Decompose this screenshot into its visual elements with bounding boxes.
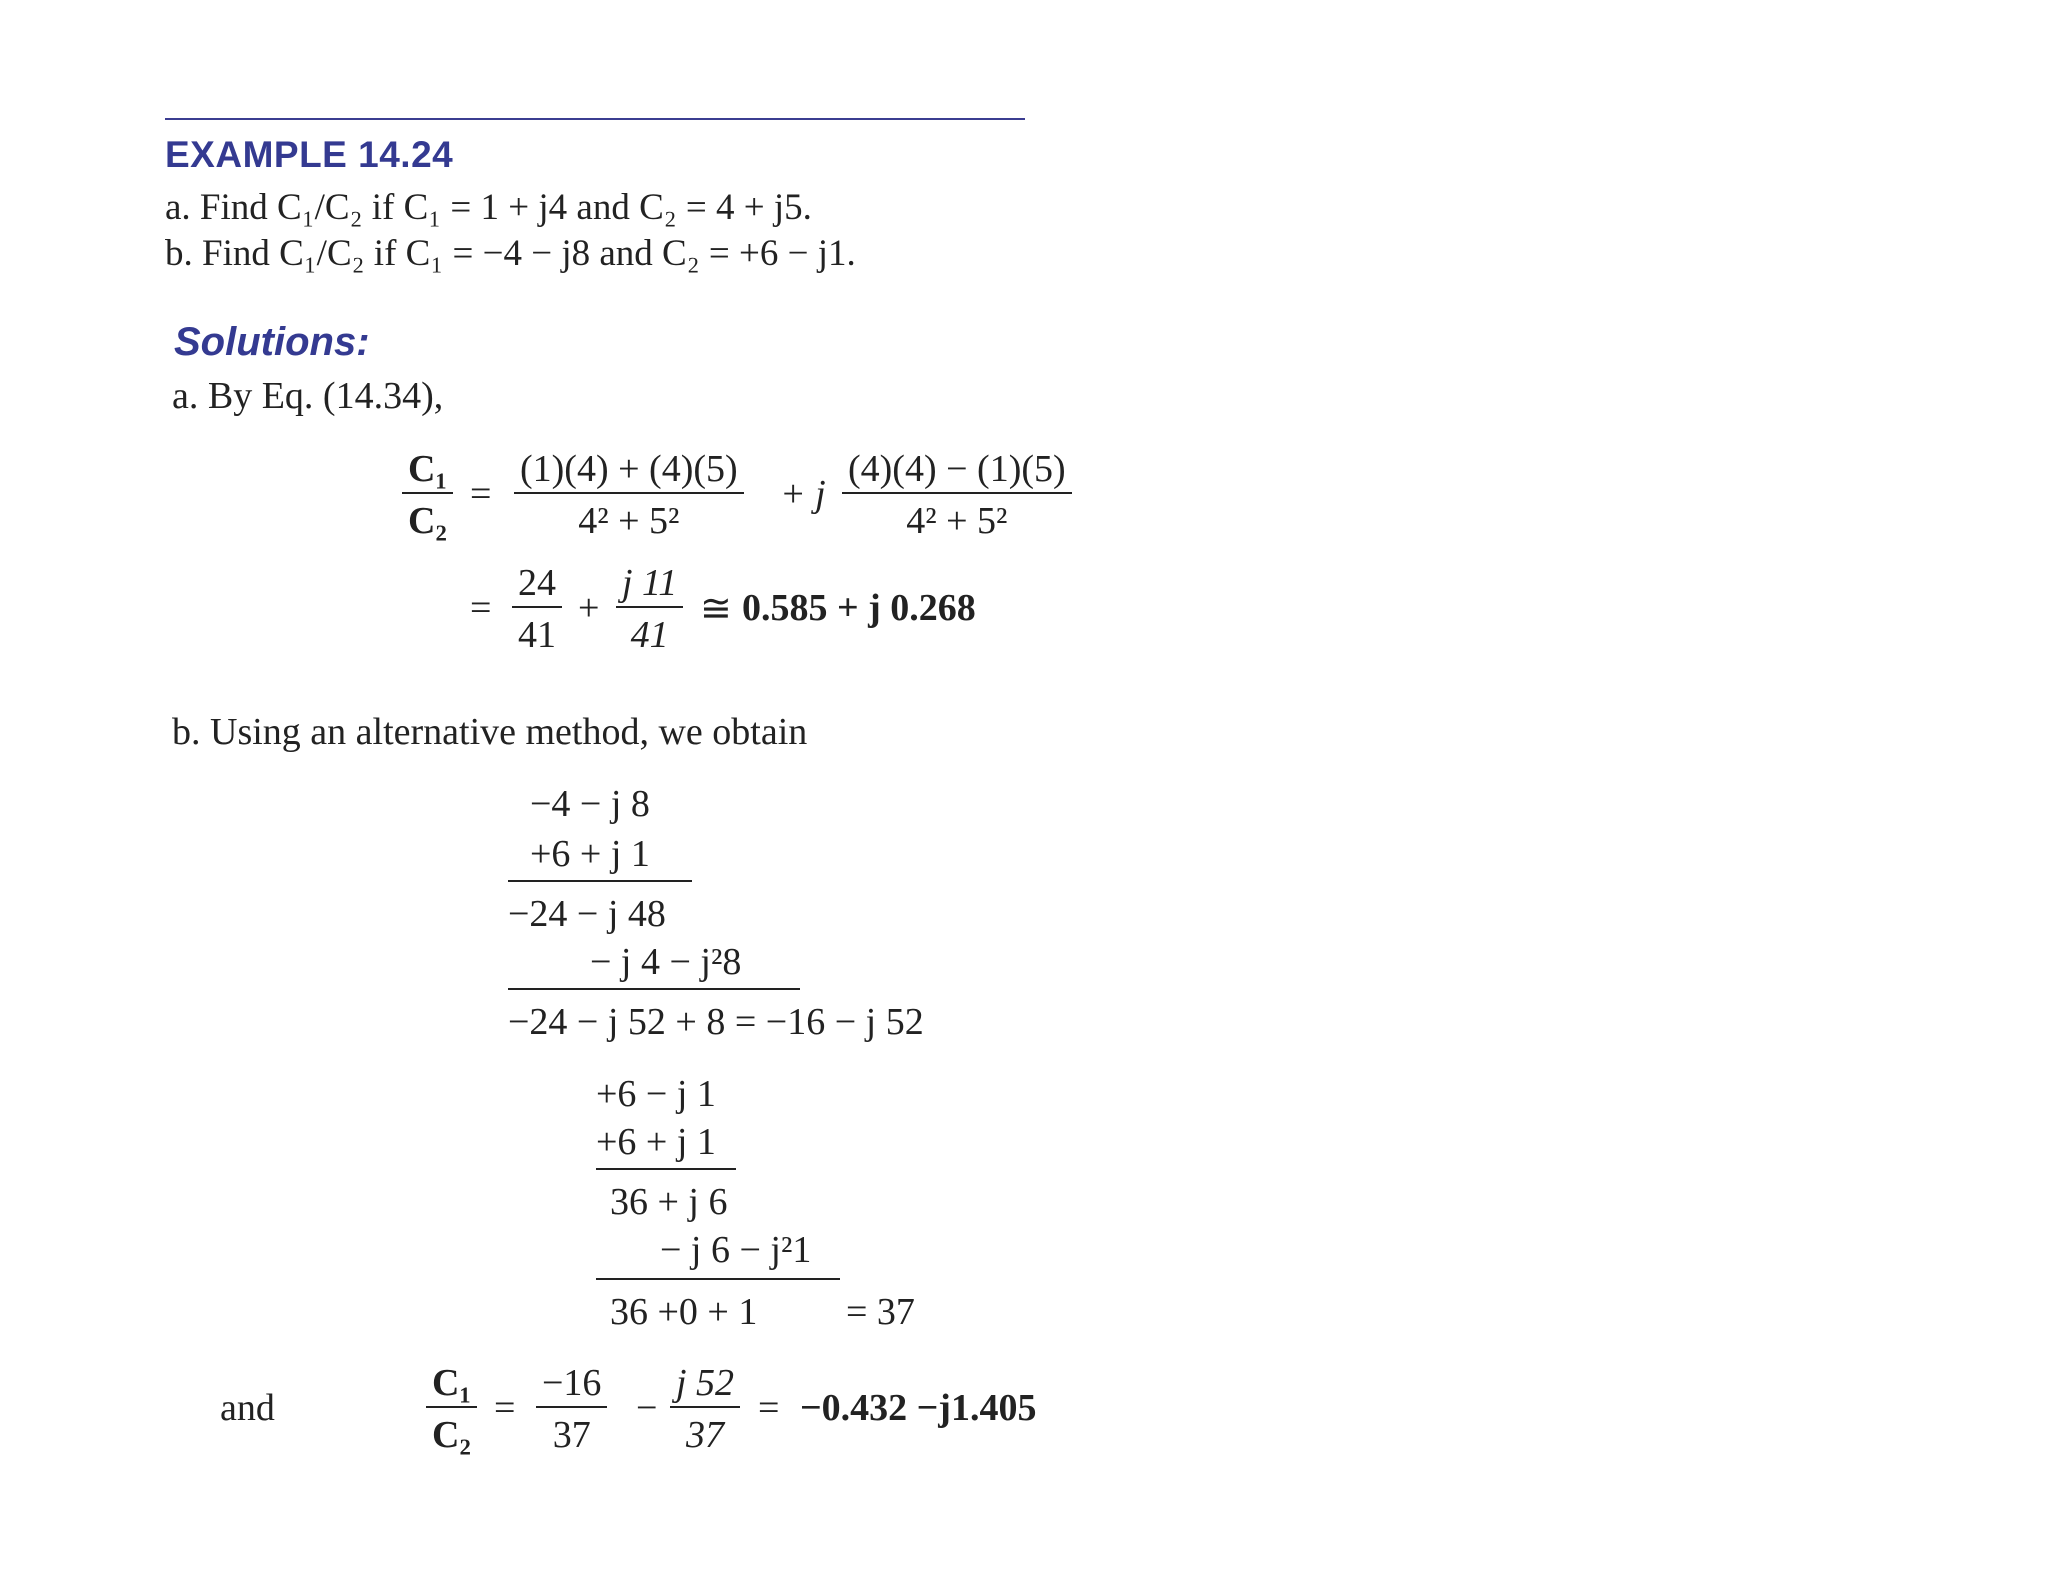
num-mult-rule-2 <box>508 988 800 990</box>
solution-a-result: 0.585 + j 0.268 <box>742 587 976 629</box>
num-mult-line4: − j 4 − j²8 <box>590 941 742 983</box>
real-denominator: 4² + 5² <box>578 500 680 542</box>
den-mult-line5: 36 +0 + 1 <box>610 1291 758 1333</box>
numerator: j 52 <box>676 1362 735 1404</box>
lhs-numerator: C₁ <box>432 1362 471 1404</box>
plus-j-operator: + j <box>780 473 826 515</box>
denominator: 37 <box>552 1414 591 1456</box>
problem-part-b: b. Find C₁/C₂ if C₁ = −4 − j8 and C₂ = +6 − j1. <box>165 233 856 274</box>
approx-sign: ≅ <box>700 588 732 630</box>
lhs-denominator: C₂ <box>432 1414 471 1456</box>
den-mult-line1: +6 − j 1 <box>596 1073 716 1115</box>
solution-b-lhs-fraction <box>426 1360 477 1458</box>
den-mult-rule-2 <box>596 1278 840 1280</box>
real-numerator: (1)(4) + (4)(5) <box>520 448 738 490</box>
imag-numerator: (4)(4) − (1)(5) <box>848 448 1066 490</box>
imag-denominator: 4² + 5² <box>906 500 1008 542</box>
equals-sign: = <box>470 473 492 515</box>
header-rule <box>165 118 1025 120</box>
den-mult-line2: +6 + j 1 <box>596 1121 716 1163</box>
solution-a-intro: a. By Eq. (14.34), <box>172 375 444 417</box>
equals-sign: = <box>758 1387 780 1429</box>
numerator: −16 <box>542 1362 602 1404</box>
solution-b-real-fraction <box>536 1360 607 1458</box>
den-mult-rule-1 <box>596 1168 736 1170</box>
plus-operator: + <box>578 587 600 629</box>
num-mult-line1: −4 − j 8 <box>530 783 650 825</box>
solution-a-fraction-j11-41 <box>616 560 683 658</box>
minus-operator: − <box>636 1387 658 1429</box>
solution-a-lhs-fraction <box>402 446 453 544</box>
num-mult-line3: −24 − j 48 <box>508 893 666 935</box>
den-mult-line3: 36 + j 6 <box>610 1181 728 1223</box>
den-mult-line5-result: = 37 <box>846 1291 915 1333</box>
num-mult-line2: +6 + j 1 <box>530 833 650 875</box>
solution-b-intro: b. Using an alternative method, we obtain <box>172 711 808 753</box>
example-title: EXAMPLE 14.24 <box>165 134 454 175</box>
lhs-denominator: C₂ <box>408 500 447 542</box>
and-label: and <box>220 1387 275 1429</box>
problem-part-a: a. Find C₁/C₂ if C₁ = 1 + j4 and C₂ = 4 + j5. <box>165 187 812 228</box>
solution-a-fraction-24-41 <box>512 560 562 658</box>
solution-b-imag-fraction <box>670 1360 740 1458</box>
solutions-title: Solutions: <box>174 320 370 364</box>
equals-sign: = <box>470 587 492 629</box>
solution-a-real-fraction <box>514 446 744 544</box>
num-mult-line5: −24 − j 52 + 8 = −16 − j 52 <box>508 1001 924 1043</box>
denominator: 41 <box>518 614 556 656</box>
numerator: j 11 <box>622 562 678 604</box>
equals-sign: = <box>494 1387 516 1429</box>
num-mult-rule-1 <box>508 880 692 882</box>
den-mult-line4: − j 6 − j²1 <box>660 1229 812 1271</box>
denominator: 41 <box>630 614 669 656</box>
denominator: 37 <box>686 1414 725 1456</box>
solution-a-imag-fraction <box>842 446 1072 544</box>
numerator: 24 <box>518 562 556 604</box>
solution-b-result: −0.432 −j1.405 <box>800 1387 1037 1429</box>
lhs-numerator: C₁ <box>408 448 447 490</box>
